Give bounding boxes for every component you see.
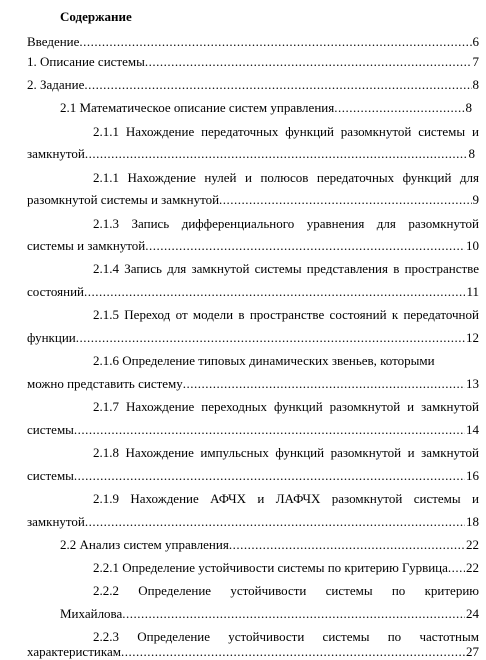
- toc-entry-s223-line1[interactable]: [93, 629, 479, 645]
- toc-leader-dots: [85, 146, 468, 162]
- toc-entry-page: 24: [466, 606, 479, 621]
- toc-leader-dots: [84, 77, 471, 93]
- toc-entry-page: 8: [472, 77, 479, 92]
- toc-word: замкнутой: [421, 445, 479, 460]
- toc-word: 2.1.1: [93, 124, 119, 139]
- toc-leader-dots: [219, 192, 471, 208]
- toc-entry-page: 6: [472, 34, 479, 49]
- toc-entry-intro[interactable]: [27, 34, 479, 50]
- toc-word: пространстве: [249, 307, 325, 322]
- toc-leader-dots: [334, 100, 464, 116]
- toc-entry-s211b-line2[interactable]: [27, 192, 479, 208]
- toc-word: Запись: [131, 216, 170, 231]
- toc-word: в: [393, 261, 400, 276]
- toc-word: 2.1.3: [93, 216, 119, 231]
- toc-word: передаточной: [403, 307, 479, 322]
- toc-word: 2.1.5: [93, 307, 119, 322]
- toc-word: в: [238, 307, 245, 322]
- toc-word: Определение: [138, 583, 212, 598]
- toc-word: и: [471, 124, 479, 139]
- toc-entry-label: разомкнутой системы и замкнутой: [27, 192, 220, 207]
- toc-entry-label: 2.2.1 Определение устойчивости системы по критерию Гурвица: [93, 560, 448, 575]
- toc-entry-page: 8: [468, 146, 475, 161]
- toc-word: для: [376, 216, 396, 231]
- toc-entry-page: 8: [465, 100, 472, 115]
- toc-entry-page: 12: [466, 330, 479, 345]
- toc-leader-dots: [229, 537, 465, 553]
- toc-word: устойчивости: [228, 629, 305, 644]
- toc-word: для: [459, 170, 479, 185]
- toc-entry-label: состояний: [27, 284, 84, 299]
- toc-word: функций: [273, 399, 323, 414]
- toc-word: разомкнутой: [329, 399, 401, 414]
- toc-entry-s222-line1[interactable]: [93, 583, 479, 599]
- toc-word: 2.1.1: [93, 170, 119, 185]
- toc-entry-s214-line2[interactable]: [27, 284, 479, 300]
- toc-entry-page: 22: [466, 537, 479, 552]
- toc-word: разомкнутой: [340, 124, 412, 139]
- toc-word: системы: [322, 629, 370, 644]
- toc-entry-page: 13: [466, 376, 479, 391]
- toc-entry-s211a-line1[interactable]: [93, 124, 479, 140]
- toc-leader-dots: [145, 238, 465, 254]
- toc-word: нулей: [204, 170, 237, 185]
- toc-word: и: [245, 170, 252, 185]
- toc-entry-label: 1. Описание системы: [27, 54, 145, 69]
- toc-word: разомкнутой: [331, 491, 403, 506]
- toc-word: передаточных: [316, 170, 395, 185]
- toc-word: замкнутой: [421, 399, 479, 414]
- toc-entry-label: системы: [27, 468, 74, 483]
- toc-word: пространстве: [404, 261, 479, 276]
- toc-word: разомкнутой: [330, 445, 402, 460]
- toc-word: устойчивости: [230, 583, 307, 598]
- toc-entry-s21[interactable]: [60, 100, 472, 116]
- toc-leader-dots: [145, 54, 472, 70]
- toc-word: Определение: [137, 629, 211, 644]
- toc-entry-label: системы: [27, 422, 74, 437]
- toc-entry-label: системы и замкнутой: [27, 238, 146, 253]
- toc-entry-s214-line1[interactable]: [93, 261, 479, 277]
- toc-word: к: [391, 307, 399, 322]
- toc-entry-page: 18: [466, 514, 479, 529]
- toc-word: Нахождение: [130, 491, 199, 506]
- toc-entry-s216-line1[interactable]: [93, 353, 479, 369]
- toc-word: замкнутой: [191, 261, 250, 276]
- toc-word: системы: [325, 583, 373, 598]
- toc-entry-label: 2.1 Математическое описание систем управления: [60, 100, 335, 115]
- toc-word: Нахождение: [125, 399, 195, 414]
- toc-word: системы: [418, 124, 466, 139]
- toc-leader-dots: [183, 376, 465, 392]
- toc-entry-label: Михайлова: [60, 606, 123, 621]
- toc-entry-page: 22: [466, 560, 479, 575]
- toc-entry-s216-line2[interactable]: [27, 376, 479, 392]
- toc-entry-page: 16: [466, 468, 479, 483]
- toc-word: ЛАФЧХ: [275, 491, 321, 506]
- toc-entry-s215-line2[interactable]: [27, 330, 479, 346]
- toc-word: и: [407, 399, 415, 414]
- toc-entry-label: характеристикам: [27, 644, 121, 659]
- toc-word: состояний: [329, 307, 387, 322]
- toc-word: Нахождение: [127, 170, 196, 185]
- toc-word: функций: [402, 170, 452, 185]
- toc-entry-s22[interactable]: [60, 537, 479, 553]
- toc-entry-s217-line2[interactable]: [27, 422, 479, 438]
- toc-entry-label: замкнутой: [27, 146, 85, 161]
- toc-word: системы: [254, 261, 302, 276]
- toc-leader-dots: [122, 606, 465, 622]
- toc-word: Нахождение: [125, 124, 195, 139]
- toc-entry-s218-line2[interactable]: [27, 468, 479, 484]
- toc-entry-s1[interactable]: [27, 54, 479, 70]
- toc-leader-dots: [85, 514, 465, 530]
- toc-word: системы: [413, 491, 461, 506]
- toc-word: функций: [275, 445, 325, 460]
- toc-entry-label: 2. Задание: [27, 77, 85, 92]
- toc-word: уравнения: [306, 216, 365, 231]
- toc-word: и: [257, 491, 265, 506]
- toc-entry-s219-line2[interactable]: [27, 514, 479, 530]
- toc-entry-s222-line2[interactable]: [60, 606, 479, 622]
- toc-word: 2.1.9: [93, 491, 119, 506]
- toc-entry-s211b-line1[interactable]: [93, 170, 479, 186]
- toc-word: Запись: [124, 261, 162, 276]
- toc-word: и: [472, 491, 479, 506]
- toc-entry-s213-line1[interactable]: [93, 216, 479, 232]
- toc-word: переходных: [201, 399, 268, 414]
- toc-entry-page: 7: [472, 54, 479, 69]
- toc-word: Переход: [124, 307, 171, 322]
- toc-entry-s211a-line2[interactable]: [27, 146, 475, 162]
- toc-entry-page: 11: [466, 284, 479, 299]
- toc-heading: Содержание: [60, 9, 132, 24]
- toc-word: разомкнутой: [408, 216, 479, 231]
- toc-word: 2.1.4: [93, 261, 119, 276]
- toc-entry-page: 9: [472, 192, 479, 207]
- toc-entry-label: функции: [27, 330, 76, 345]
- toc-entry-s217-line1[interactable]: [93, 399, 479, 415]
- toc-entry-label: 2.2 Анализ систем управления: [60, 537, 229, 552]
- toc-entry-s219-line1[interactable]: [93, 491, 479, 507]
- toc-leader-dots: [448, 560, 465, 576]
- toc-word: Нахождение: [125, 445, 194, 460]
- toc-entry-s221[interactable]: [93, 560, 479, 576]
- toc-word: функций: [285, 124, 334, 139]
- toc-word: для: [167, 261, 187, 276]
- toc-word: по: [387, 629, 402, 644]
- toc-word: 2.2.3: [93, 629, 119, 644]
- toc-entry-label: замкнутой: [27, 514, 85, 529]
- toc-word: от: [175, 307, 188, 322]
- toc-word: представления: [306, 261, 388, 276]
- toc-word: по: [391, 583, 406, 598]
- toc-word: критерию: [424, 583, 479, 598]
- toc-leader-dots: [74, 422, 465, 438]
- toc-entry-s218-line1[interactable]: [93, 445, 479, 461]
- toc-word: 2.1.8: [93, 445, 119, 460]
- toc-entry-page: 10: [466, 238, 479, 253]
- toc-leader-dots: [76, 330, 465, 346]
- toc-word: импульсных: [200, 445, 269, 460]
- toc-word: и: [407, 445, 415, 460]
- toc-entry-s2[interactable]: [27, 77, 479, 93]
- toc-leader-dots: [74, 468, 465, 484]
- toc-word: дифференциального: [181, 216, 295, 231]
- toc-entry-s215-line1[interactable]: [93, 307, 479, 323]
- toc-word: передаточных: [201, 124, 279, 139]
- toc-leader-dots: [79, 34, 471, 50]
- toc-entry-label: можно представить систему: [27, 376, 183, 391]
- toc-entry-label: 2.1.6 Определение типовых динамических звеньев, которыми: [93, 353, 435, 368]
- toc-word: 2.2.2: [93, 583, 119, 598]
- toc-word: полюсов: [260, 170, 309, 185]
- toc-entry-page: 14: [466, 422, 479, 437]
- toc-entry-label: Введение: [27, 34, 80, 49]
- toc-word: модели: [192, 307, 234, 322]
- toc-word: частотным: [419, 629, 479, 644]
- toc-entry-page: 27: [466, 644, 479, 659]
- toc-leader-dots: [84, 284, 465, 300]
- toc-word: 2.1.7: [93, 399, 119, 414]
- toc-entry-s213-line2[interactable]: [27, 238, 479, 254]
- toc-word: АФЧХ: [210, 491, 246, 506]
